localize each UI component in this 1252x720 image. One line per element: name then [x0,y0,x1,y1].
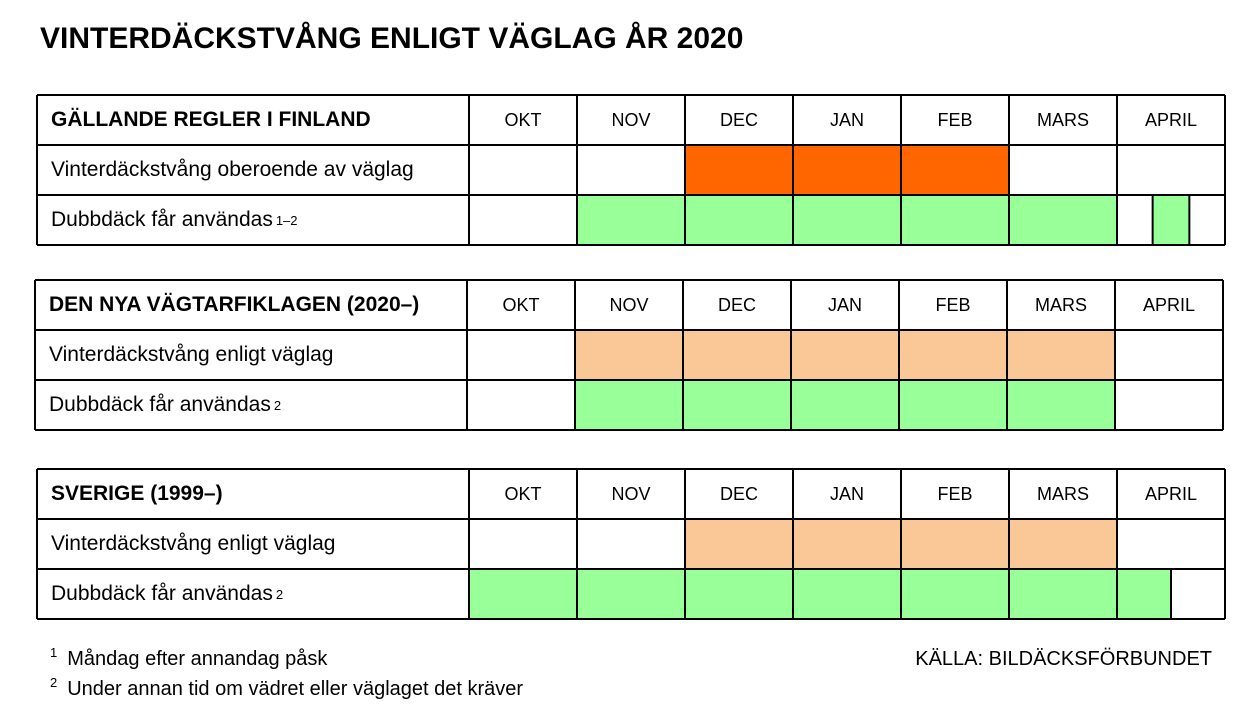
footnote-2-number: 2 [50,675,58,690]
month-header-april: APRIL [1144,109,1198,130]
month-header-jan: JAN [827,294,862,315]
month-header-okt: OKT [504,483,542,504]
month-header-april: APRIL [1142,294,1196,315]
month-header-jan: JAN [829,483,864,504]
row-label-text: Vinterdäckstvång enligt väglag [51,532,336,555]
table-heading: SVERIGE (1999–) [51,482,223,505]
table-heading: DEN NYA VÄGTARFIKLAGEN (2020–) [49,293,420,316]
month-header-dec: DEC [719,109,758,130]
period-bar [575,380,1115,430]
schedule-table-2 [35,280,1223,430]
month-header-mars: MARS [1036,483,1089,504]
schedule-table-1 [37,95,1225,245]
month-header-dec: DEC [719,483,758,504]
table-heading: GÄLLANDE REGLER I FINLAND [51,108,371,131]
month-header-dec: DEC [717,294,756,315]
page-title: VINTERDÄCKSTVÅNG ENLIGT VÄGLAG ÅR 2020 [40,22,744,55]
row-label [35,380,467,430]
footnote-ref: 1–2 [275,212,298,228]
month-header-okt: OKT [504,109,542,130]
period-bar [577,195,1117,245]
month-header-nov: NOV [611,483,651,504]
month-header-feb: FEB [937,109,973,130]
source-credit: KÄLLA: BILDÄCKSFÖRBUNDET [915,648,1212,670]
month-header-feb: FEB [935,294,971,315]
month-header-april: APRIL [1144,483,1198,504]
row-label-text: Dubbdäck får användas [51,582,273,605]
row-label-text: Dubbdäck får användas [49,393,271,416]
month-header-nov: NOV [611,109,651,130]
footnote-1-number: 1 [50,645,58,660]
month-header-mars: MARS [1036,109,1089,130]
period-bar [685,145,1009,195]
period-bar-extra [1153,195,1190,245]
period-bar [469,569,1171,619]
footnote-ref: 2 [273,397,282,413]
footnote-2-text: Under annan tid om vädret eller väglaget det kräver [67,678,524,700]
row-label [37,145,469,195]
row-label [37,569,469,619]
footnote-ref: 2 [275,586,284,602]
footnote-1 [50,645,328,671]
month-header-nov: NOV [609,294,649,315]
row-label [37,519,469,569]
row-label-text: Dubbdäck får användas [51,208,273,231]
month-header-jan: JAN [829,109,864,130]
row-label-text: Vinterdäckstvång oberoende av väglag [51,158,414,181]
row-label-text: Vinterdäckstvång enligt väglag [49,343,334,366]
row-label [37,195,469,245]
schedule-table-3 [37,469,1225,619]
month-header-mars: MARS [1034,294,1087,315]
period-bar [575,330,1115,380]
footnote-2 [50,675,524,701]
row-label [35,330,467,380]
footnote-1-text: Måndag efter annandag påsk [67,648,328,670]
month-header-okt: OKT [502,294,540,315]
month-header-feb: FEB [937,483,973,504]
